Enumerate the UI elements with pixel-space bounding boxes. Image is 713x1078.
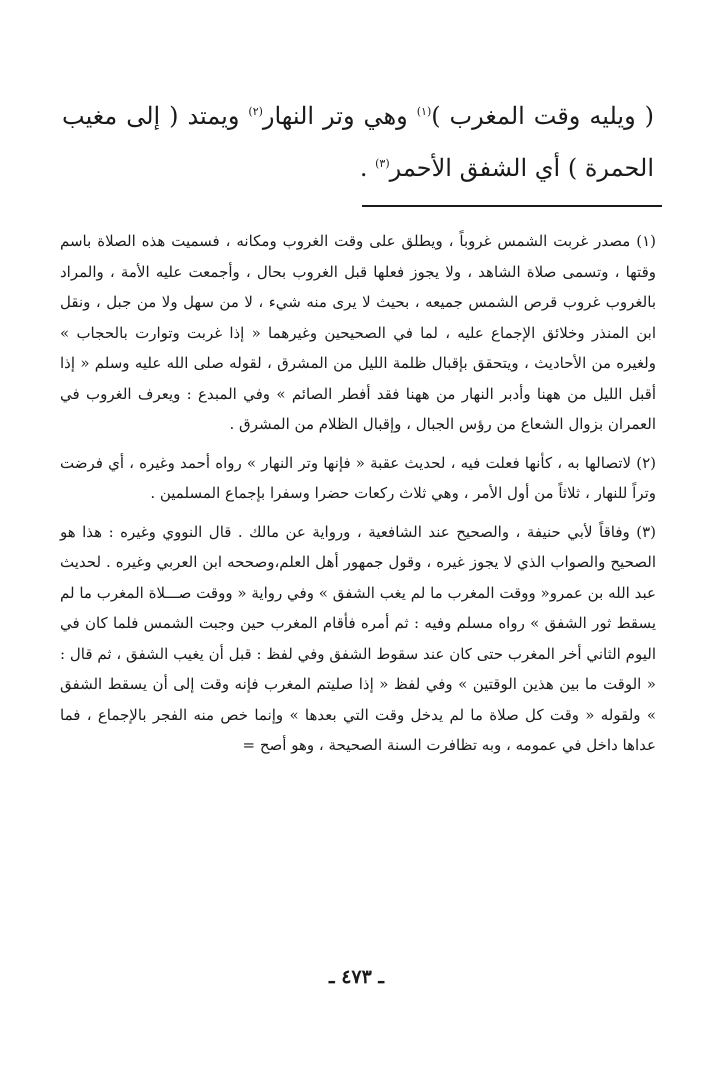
- main-text-part4: .: [359, 154, 368, 182]
- page-number: ـ ٤٧٣ ـ: [329, 966, 384, 988]
- main-text: [62, 88, 654, 192]
- footnote-ref-3: (٣): [375, 157, 390, 170]
- footnote-3: (٣) وفاقاً لأبي حنيفة ، والصحيح عند الشافعية ، ورواية عن مالك . قال النووي وغيره : هذا هو الصحيح والصواب الذي لا يجوز غيره ، وقول جمهور أهل العلم،وصححه ابن العربي وغيره . لحديث عبد الله بن عمرو« ووقت المغرب ما لم يغب الشفق » وفي رواية « ووقت صـــلاة المغرب ما لم يسقط ثور الشفق » رواه مسلم وفيه : ثم أمره فأقام المغرب حين وجبت الشمس فلما كان في اليوم الثاني أخر المغرب حتى كان عند سقوط الشفق وفي لفظ : قبل أن يغيب الشفق ، ثم قال : « الوقت ما بين هذين الوقتين » وفي لفظ « إذا صليتم المغرب فإنه وقت إلى أن يسقط الشفق » ولقوله « وقت كل صلاة ما لم يدخل وقت التي بعدها » وإنما خص منه الفجر بالإجماع ، فما عداها داخل في عمومه ، وبه تظافرت السنة الصحيحة ، وهو أصح =: [60, 522, 656, 754]
- footnote-1: (١) مصدر غربت الشمس غروباً ، ويطلق على وقت الغروب ومكانه ، فسميت هذه الصلاة باسم وقتها ، وتسمى صلاة الشاهد ، ولا يجوز فعلها قبل الغروب بحال ، وأجمعت عليه الأمة ، والمراد بالغروب غروب قرص الشمس جميعه ، بحيث لا يرى منه شيء ، لا من سهل ولا من جبل ، ونقل ابن المنذر وخلائق الإجماع عليه ، لما في الصحيحين وغيرهما « إذا غربت وتوارت بالحجاب » ولغيره من الأحاديث ، ويتحقق بإقبال ظلمة الليل من المشرق ، لقوله صلى الله عليه وسلم « إذا أقبل الليل من ههنا وأدبر النهار من ههنا فقد أفطر الصائم » وفي المبدع : ويعرف الغروب في العمران بزوال الشعاع من رؤس الجبال ، وإقبال الظلام من المشرق .: [60, 232, 656, 433]
- main-text-part1: ( ويليه وقت المغرب ): [431, 102, 654, 130]
- footnotes: [60, 226, 656, 769]
- footnote-ref-2: (٢): [248, 105, 263, 118]
- footnote-ref-1: (١): [416, 105, 432, 118]
- footnote-separator: [362, 205, 662, 207]
- main-text-part3: ويمتد ( إلى مغيب الحمرة ) أي الشفق الأحمر: [62, 102, 654, 182]
- main-text-part2: وهي وتر النهار: [262, 102, 408, 130]
- footnote-2: (٢) لاتصالها به ، كأنها فعلت فيه ، لحديث عقبة « فإنها وتر النهار » رواه أحمد وغيره ، أي فرضت وتراً للنهار ، ثلاثاً من أول الأمر ، وهي ثلاث ركعات حضرا وسفرا بإجماع المسلمين .: [60, 453, 656, 502]
